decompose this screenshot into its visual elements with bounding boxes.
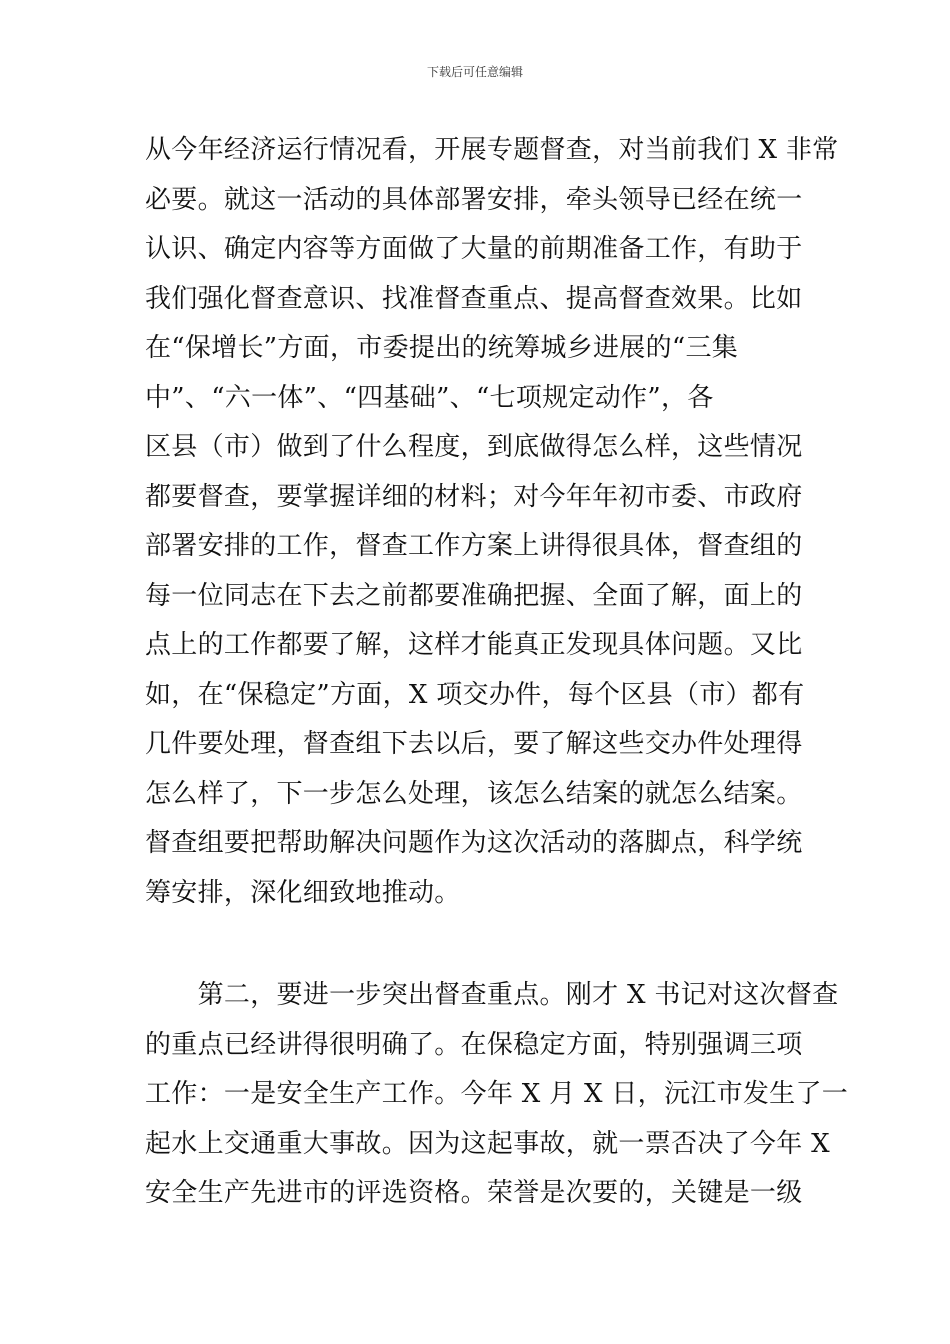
text-line: 安全生产先进市的评选资格。荣誉是次要的，关键是一级: [145, 1178, 803, 1208]
text-line: 如，在“保稳定”方面，X 项交办件，每个区县（市）都有: [145, 679, 805, 710]
paragraph-2: [145, 971, 848, 1219]
text-line: 的重点已经讲得很明确了。在保稳定方面，特别强调三项: [145, 1029, 803, 1060]
text-line: 部署安排的工作，督查工作方案上讲得很具体，督查组的: [145, 531, 803, 561]
text-line: 起水上交通重大事故。因为这起事故，就一票否决了今年 X: [145, 1128, 830, 1159]
text-line: 区县（市）做到了什么程度，到底做得怎么样，这些情况: [145, 432, 803, 462]
text-line: 工作：一是安全生产工作。今年 X 月 X 日，沅江市发生了一: [145, 1079, 849, 1109]
text-line: 筹安排，深化细致地推动。: [145, 877, 461, 908]
text-line: 督查组要把帮助解决问题作为这次活动的落脚点，科学统: [145, 828, 803, 858]
paragraph-1: [145, 126, 838, 918]
text-line: 在“保增长”方面，市委提出的统筹城乡进展的“三集: [145, 333, 739, 363]
text-line: 第二，要进一步突出督查重点。刚才 X 书记对这次督查: [145, 980, 839, 1010]
text-line: 我们强化督查意识、找准督查重点、提高督查效果。比如: [145, 283, 803, 314]
text-line: 都要督查，要掌握详细的材料；对今年年初市委、市政府: [145, 481, 803, 512]
text-line: 每一位同志在下去之前都要准确把握、全面了解，面上的: [145, 580, 803, 611]
text-line: 点上的工作都要了解，这样才能真正发现具体问题。又比: [145, 630, 803, 660]
text-line: 必要。就这一活动的具体部署安排，牵头领导已经在统一: [145, 184, 803, 215]
text-line: 中”、“六一体”、“四基础”、“七项规定动作”，各: [145, 382, 714, 413]
text-line: 怎么样了，下一步怎么处理，该怎么结案的就怎么结案。: [145, 778, 803, 809]
text-line: 从今年经济运行情况看，开展专题督查，对当前我们 X 非常: [145, 135, 839, 165]
page-header-note: 下载后可任意编辑: [426, 65, 523, 79]
text-line: 认识、确定内容等方面做了大量的前期准备工作，有助于: [145, 234, 803, 264]
text-line: 几件要处理，督查组下去以后，要了解这些交办件处理得: [145, 729, 803, 759]
